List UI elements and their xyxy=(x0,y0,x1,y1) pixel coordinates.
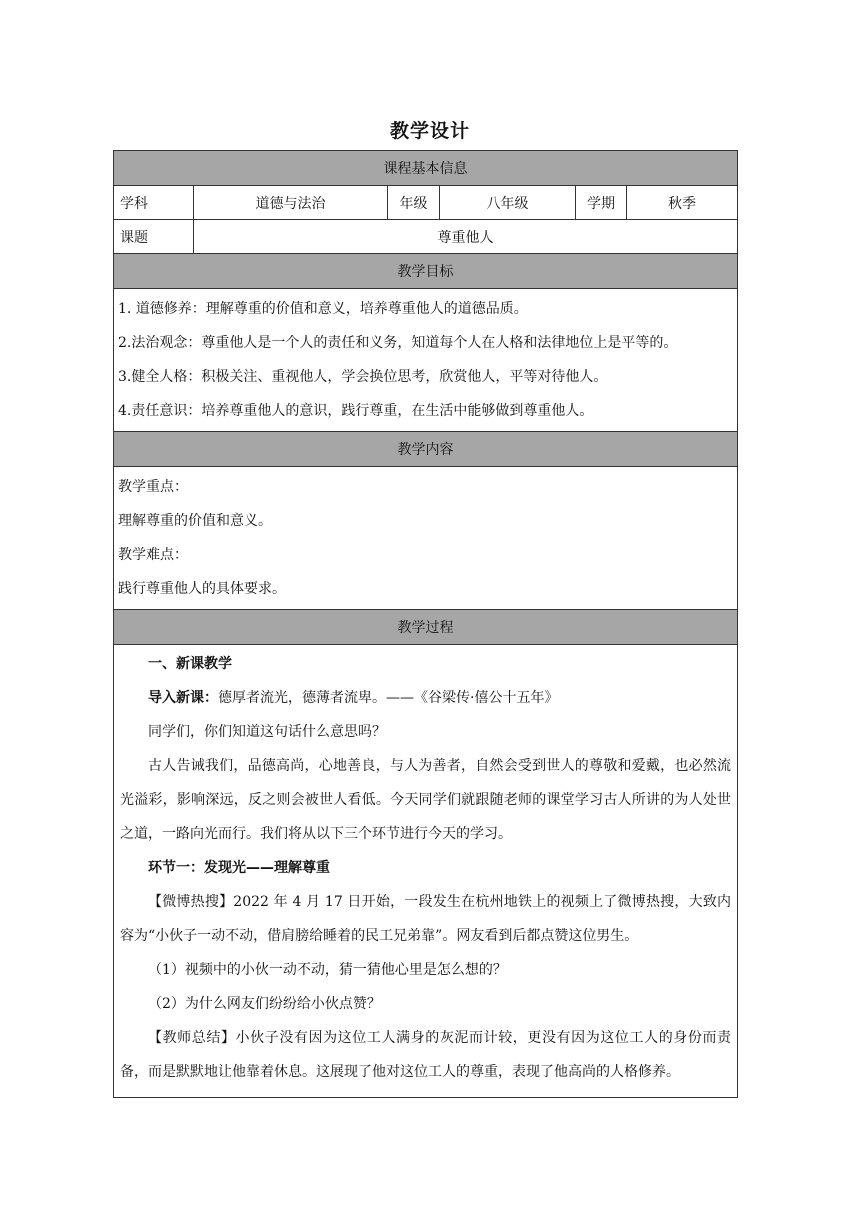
objective-item: 1. 道德修养：理解尊重的价值和意义，培养尊重他人的道德品质。 xyxy=(118,301,528,317)
key-point-label: 教学重点： xyxy=(118,479,188,495)
process-heading xyxy=(120,647,731,681)
objectives-cell xyxy=(114,289,738,432)
link1-paragraph xyxy=(120,851,731,885)
section-content-header: 教学内容 xyxy=(114,432,738,467)
process-row xyxy=(114,645,738,1098)
intro-quote: 德厚者流光，德薄者流卑。——《谷梁传·僖公十五年》 xyxy=(218,690,559,706)
difficulty-label: 教学难点： xyxy=(118,547,188,563)
subject-grade-term-row xyxy=(114,186,738,220)
intro-label: 导入新课： xyxy=(148,690,218,706)
section-basic-info-row xyxy=(114,151,738,186)
grade-label: 年级 xyxy=(388,186,440,220)
page-title: 教学设计 xyxy=(389,120,470,142)
section-process-header: 教学过程 xyxy=(114,610,738,645)
objectives-row xyxy=(114,289,738,432)
content-row xyxy=(114,467,738,610)
section-content-row xyxy=(114,432,738,467)
topic-row xyxy=(114,220,738,254)
topic-label: 课题 xyxy=(114,220,194,254)
term-value: 秋季 xyxy=(627,186,738,220)
objective-item: 2.法治观念：尊重他人是一个人的责任和义务，知道每个人在人格和法律地位上是平等的。 xyxy=(118,335,678,351)
subject-value: 道德与法治 xyxy=(194,186,388,220)
key-point-text: 理解尊重的价值和意义。 xyxy=(118,513,272,529)
section-objectives-row xyxy=(114,254,738,289)
section-objectives-header: 教学目标 xyxy=(114,254,738,289)
term-label: 学期 xyxy=(576,186,627,220)
difficulty-text: 践行尊重他人的具体要求。 xyxy=(118,581,286,597)
subject-label: 学科 xyxy=(114,186,194,220)
process-cell xyxy=(114,645,738,1098)
explanation-paragraph: 古人告诫我们，品德高尚，心地善良，与人为善者，自然会受到世人的尊敬和爱戴，也必然流光溢彩，影响深远，反之则会被世人看低。今天同学们就跟随老师的课堂学习古人所讲的为人处世之道，一路向光而行。我们将从以下三个环节进行今天的学习。 xyxy=(120,758,732,842)
weibo-paragraph: 【微博热搜】2022 年 4 月 17 日开始，一段发生在杭州地铁上的视频上了微博热搜，大致内容为“小伙子一动不动，借肩膀给睡着的民工兄弟靠”。网友看到后都点赞这位男生。 xyxy=(120,894,732,944)
lesson-plan-table xyxy=(113,150,738,1098)
content-cell xyxy=(114,467,738,610)
grade-value: 八年级 xyxy=(440,186,576,220)
new-lesson-heading: 一、新课教学 xyxy=(148,656,232,672)
question2-paragraph: （2）为什么网友们纷纷给小伙点赞？ xyxy=(148,996,381,1012)
question-paragraph: 同学们，你们知道这句话什么意思吗？ xyxy=(148,724,386,740)
section-process-row xyxy=(114,610,738,645)
link1-heading: 环节一：发现光——理解尊重 xyxy=(148,860,330,876)
objective-item: 3.健全人格：积极关注、重视他人，学会换位思考，欣赏他人，平等对待他人。 xyxy=(118,369,608,385)
topic-value: 尊重他人 xyxy=(194,220,738,254)
teacher-summary-paragraph: 【教师总结】小伙子没有因为这位工人满身的灰泥而计较，更没有因为这位工人的身份而责备，而是默默地让他靠着休息。这展现了他对这位工人的尊重，表现了他高尚的人格修养。 xyxy=(120,1030,732,1080)
section-basic-info-header: 课程基本信息 xyxy=(114,151,738,186)
objective-item: 4.责任意识：培养尊重他人的意识，践行尊重，在生活中能够做到尊重他人。 xyxy=(118,403,594,419)
intro-paragraph xyxy=(120,681,731,715)
question1-paragraph: （1）视频中的小伙一动不动，猜一猜他心里是怎么想的？ xyxy=(148,962,507,978)
